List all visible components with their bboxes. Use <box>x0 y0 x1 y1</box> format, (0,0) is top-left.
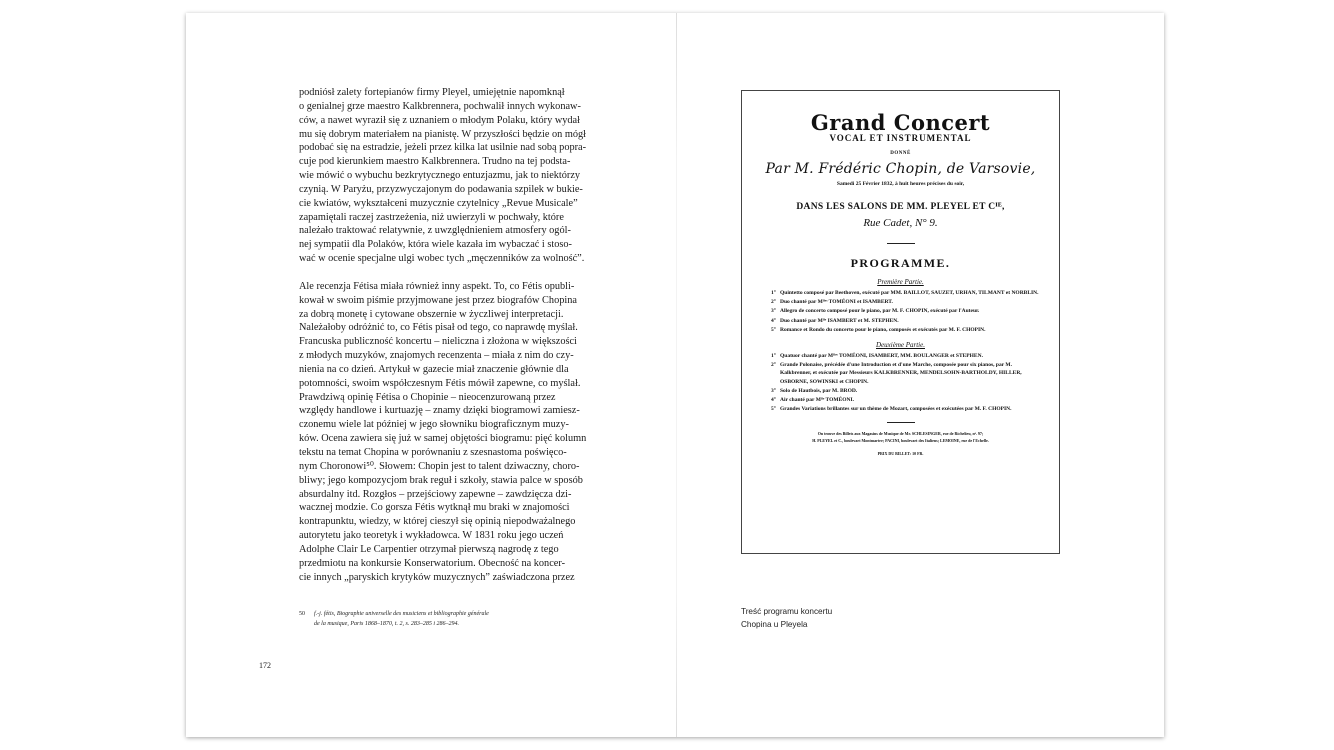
programme-item <box>771 317 1041 325</box>
programme-item-number: 4° <box>771 397 776 404</box>
caption-line: Chopina u Pleyela <box>741 620 808 629</box>
programme-item-number: 3° <box>771 308 776 315</box>
figure-caption <box>741 605 832 631</box>
programme-item <box>771 405 1041 413</box>
text-line: ków. Ocena zawiera się już w samej objętości biogramu: pięć kolumn <box>299 433 587 445</box>
programme-item-text: Duo chanté par Mˡˡᵉ ISAMBERT et M. STEPHEN. <box>780 317 899 324</box>
paragraph-2 <box>299 280 611 585</box>
paragraph-1 <box>299 86 611 266</box>
text-line: tekstu na temat Chopina w porównaniu z szesnastoma poświęco- <box>299 446 567 458</box>
poster-subtitle: VOCAL ET INSTRUMENTAL <box>829 133 972 143</box>
text-line: o genialnej grze maestro Kalkbrennera, pochwalił innych wykonaw- <box>299 100 581 112</box>
text-line: cuje pod kierunkiem maestro Kalkbrennera. Trudno na tej podsta- <box>299 156 571 168</box>
programme-item <box>771 289 1041 297</box>
text-line: wacznej modzie. Co gorsza Fétis wytknął mu braki w znajomości <box>299 502 570 514</box>
programme-item-text: Quatuor chanté par Mˡˡᵉˢ TOMÉONI, ISAMBERT, MM. BOULANGER et STEPHEN. <box>780 353 983 360</box>
page-gutter <box>676 13 677 737</box>
poster-divider <box>887 243 915 244</box>
poster-venue: DANS LES SALONS DE MM. PLEYEL ET Cᴵᴱ, <box>796 202 1005 212</box>
text-line: Prawdziwą opinię Fétisa o Chopinie – nieocenzurowaną przez <box>299 391 556 403</box>
programme-item <box>771 326 1041 334</box>
footnote-line: f.-j. fétis, Biographie universelle des musiciens et bibliographie générale <box>314 611 489 617</box>
programme-item-text: Grande Polonaise, précédée d'une Introduction et d'une Marche, composée pour six pianos, par M. Kalkbrenner, et exécutée par Messieurs KALKBRENNER, MENDELSOHN-BARTHOLDY, HILLER, OSBORNE, SOWINSKI et CHOPIN. <box>780 362 1022 385</box>
programme-item-text: Solo de Hautbois, par M. BROD. <box>780 387 858 394</box>
book-spread <box>186 13 1164 737</box>
text-line: cie innych „paryskich krytyków muzycznych” zaświadczona przez <box>299 571 575 583</box>
body-text-column <box>299 86 611 584</box>
text-line: absurdalny itd. Rozgłos – przejściowy zapewne – zawdzięcza dzi- <box>299 488 572 500</box>
poster-part2-list <box>742 352 1059 413</box>
footnote <box>299 609 619 629</box>
text-line: podobać się na estradzie, jeżeli przez kilka lat usilnie nad sobą popra- <box>299 142 587 154</box>
text-line: nej sympatii dla Polaków, która wiele kazała im wybaczać i stoso- <box>299 239 572 251</box>
programme-item-text: Allegro de concerto composé pour le piano, par M. F. CHOPIN, exécuté par l'Auteur. <box>780 308 980 315</box>
poster-title: Grand Concert <box>810 110 991 135</box>
programme-item-number: 2° <box>771 299 776 306</box>
poster-part1-list <box>742 289 1059 334</box>
programme-item <box>771 352 1041 360</box>
text-line: nym Choronowi⁵⁰. Słowem: Chopin jest to talent dziwaczny, choro- <box>299 460 580 472</box>
programme-item-number: 5° <box>771 326 776 333</box>
poster-tickets <box>742 430 1059 444</box>
programme-item <box>771 361 1041 386</box>
poster-donne: DONNÉ <box>890 151 911 156</box>
text-line: autorytetu jako teoretyk i wykładowca. W 1831 roku jego uczeń <box>299 530 564 542</box>
programme-item-number: 2° <box>771 362 776 369</box>
text-line: względy handlowe i kurtuazję – znamy dzięki biogramowi zamiesz- <box>299 405 580 417</box>
programme-item <box>771 298 1041 306</box>
poster-divider <box>887 422 915 423</box>
programme-item <box>771 387 1041 395</box>
programme-item-number: 5° <box>771 406 776 413</box>
text-line: bliwy; jego kompozycjom brak reguł i szkoły, stawia palce w sposób <box>299 474 583 486</box>
text-line: nienia na co dzień. Artykuł w gazecie miał znaczenie głównie dla <box>299 363 569 375</box>
concert-programme-image <box>741 90 1060 554</box>
poster-street: Rue Cadet, N° 9. <box>863 217 938 229</box>
poster-programme-heading: PROGRAMME. <box>850 256 951 270</box>
text-line: wie mówić o wybuchu bezkrytycznego entuzjazmu, jak to niektórzy <box>299 170 581 182</box>
text-line: Należałoby odróżnić to, co Fétis pisał od tego, co naprawdę myślał. <box>299 322 578 334</box>
poster-tickets-line: H. PLEYEL et C., boulevart Montmartre; PACINI, boulevart des Italiens; LEMOINE, rue de l'Echelle. <box>812 438 989 444</box>
programme-item-text: Grandes Variations brillantes sur un thème de Mozart, composées et exécutées par M. F. CHOPIN. <box>780 406 1012 413</box>
programme-item-number: 4° <box>771 317 776 324</box>
programme-item-text: Romance et Rondo du concerto pour le piano, composés et exécutés par M. F. CHOPIN. <box>780 326 986 333</box>
programme-item-text: Quintetto composé par Beethoven, exécuté par MM. BAILLOT, SAUZET, URHAN, TILMANT et NORBLIN. <box>780 290 1039 296</box>
text-line: ców, a nawet wyraził się z uznaniem o młodym Polaku, który wydał <box>299 114 580 126</box>
text-line: Adolphe Clair Le Carpentier otrzymał pierwszą nagrodę z tego <box>299 543 559 555</box>
poster-tickets-line: On trouve des Billets aux Magasins de Musique de Mr. SCHLESINGER, rue de Richelieu, nᵒ. 97; <box>817 431 984 437</box>
caption-line: Treść programu koncertu <box>741 607 833 616</box>
text-line: mu się dobrym materiałem na pianistę. W przyszłości będzie on mógł <box>299 128 587 140</box>
text-line: Francuska publiczność koncertu – nieliczna i złożona w większości <box>299 336 577 348</box>
page-number: 172 <box>259 661 271 670</box>
text-line: kował w swoim piśmie przyjmowane jest przez biografów Chopina <box>299 294 577 306</box>
text-line: przedmiotu na konkursie Konserwatorium. Obecność na koncer- <box>299 557 565 569</box>
poster-price: PRIX DU BILLET: 10 FR. <box>877 451 924 457</box>
footnote-number: 50 <box>299 611 305 617</box>
text-line: cie kwiatów, wykształceni muzycznie czytelnicy „Revue Musicale” <box>299 197 578 209</box>
text-line: zapamiętali raczej zastrzeżenia, niż uwierzyli w pochwały, które <box>299 211 564 223</box>
programme-item-number: 3° <box>771 387 776 394</box>
programme-item <box>771 396 1041 404</box>
programme-item-text: Air chanté par Mˡˡᵉ TOMÉONI. <box>780 397 855 404</box>
text-line: z młodych muzyków, znajomych recenzenta – miała z nim do czy- <box>299 350 574 362</box>
programme-item-number: 1° <box>771 353 776 360</box>
poster-part1-title: Première Partie. <box>877 278 924 286</box>
text-line: czonemu wiele lat później w jego słowniku biograficznym muzy- <box>299 419 569 431</box>
text-line: należało traktować relatywnie, z uwzględnieniem atmosfery ogól- <box>299 225 571 237</box>
text-line: podniósł zalety fortepianów firmy Pleyel, umiejętnie napomknął <box>299 87 565 98</box>
text-line: wać w ocenie specjalne ulgi wobec tych „męczenników za wolność”. <box>299 253 585 265</box>
programme-item <box>771 307 1041 315</box>
poster-part2-title: Deuxième Partie. <box>876 341 925 350</box>
programme-item-text: Duo chanté par Mˡˡᵉˢ TOMÉONI et ISAMBERT. <box>780 299 893 306</box>
poster-date: Samedi 25 Février 1832, à huit heures précises du soir, <box>836 181 965 187</box>
footnote-line: de la musique, Paris 1868–1870, t. 2, s. 283–285 i 286–294. <box>314 621 459 627</box>
text-line: potomności, swoim współczesnym Fétis mówił zapewne, co myślał. <box>299 377 581 389</box>
text-line: kontrapunktu, wiedzy, w której cieszył się opinią niepodważalnego <box>299 516 576 528</box>
programme-item-number: 1° <box>771 290 776 296</box>
text-line: Ale recenzja Fétisa miała również inny aspekt. To, co Fétis opubli- <box>299 280 575 292</box>
poster-composer: Par M. Frédéric Chopin, de Varsovie, <box>765 161 1036 177</box>
text-line: za dobrą monetę i cytowane obszernie w życzliwej interpretacji. <box>299 308 564 320</box>
text-line: czynią. W Paryżu, przyzwyczajonym do podawania szpilek w bukie- <box>299 183 583 195</box>
